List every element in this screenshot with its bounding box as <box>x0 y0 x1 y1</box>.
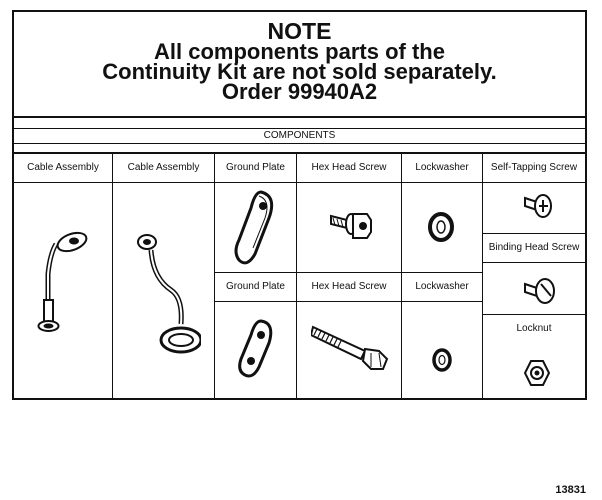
cell-cable-assembly-2 <box>113 154 214 400</box>
label-ground-plate-2: Ground Plate <box>215 273 296 302</box>
label-ground-plate-1: Ground Plate <box>215 154 296 183</box>
label-lockwasher-2: Lockwasher <box>402 273 482 302</box>
note-line-1: All components parts of the <box>154 39 445 64</box>
cell-hex-head-screw-1 <box>297 154 401 272</box>
cable-assembly-short-icon <box>34 224 94 334</box>
cell-hex-head-screw-2 <box>297 273 401 400</box>
lockwasher-icon <box>426 210 456 244</box>
label-binding-head-screw: Binding Head Screw <box>483 234 585 263</box>
ground-plate-icon <box>233 188 279 268</box>
components-header <box>14 118 585 154</box>
cable-assembly-long-icon <box>131 228 201 358</box>
ground-plate-2-icon <box>237 317 277 381</box>
cell-ground-plate-1 <box>215 154 296 272</box>
components-frame <box>12 10 587 400</box>
self-tapping-screw-icon <box>523 190 555 222</box>
label-hex-head-screw-2: Hex Head Screw <box>297 273 401 302</box>
label-cable-assembly-1: Cable Assembly <box>14 154 112 183</box>
label-hex-head-screw-1: Hex Head Screw <box>297 154 401 183</box>
binding-head-screw-icon <box>523 274 557 306</box>
cell-binding-head-screw <box>483 234 585 314</box>
note-box <box>14 12 585 118</box>
lockwasher-2-icon <box>430 347 454 373</box>
label-lockwasher-1: Lockwasher <box>402 154 482 183</box>
note-line-3: Order 99940A2 <box>221 79 378 104</box>
figure-number: 13831 <box>555 484 586 496</box>
label-locknut: Locknut <box>516 323 552 334</box>
cell-self-tapping-screw <box>483 154 585 233</box>
label-cable-assembly-2: Cable Assembly <box>113 154 214 183</box>
cell-cable-assembly-1 <box>14 154 112 400</box>
hex-head-screw-short-icon <box>329 206 375 242</box>
components-header-label: COMPONENTS <box>263 130 336 141</box>
hex-head-screw-long-icon <box>311 317 391 373</box>
label-self-tapping-screw: Self-Tapping Screw <box>483 154 585 183</box>
cell-lockwasher-1 <box>402 154 482 272</box>
cell-lockwasher-2 <box>402 273 482 400</box>
note-line-2: Continuity Kit are not sold separately. <box>102 59 497 84</box>
cell-ground-plate-2 <box>215 273 296 400</box>
note-title: NOTE <box>267 18 332 44</box>
cell-locknut <box>483 315 585 400</box>
locknut-icon <box>523 359 551 387</box>
